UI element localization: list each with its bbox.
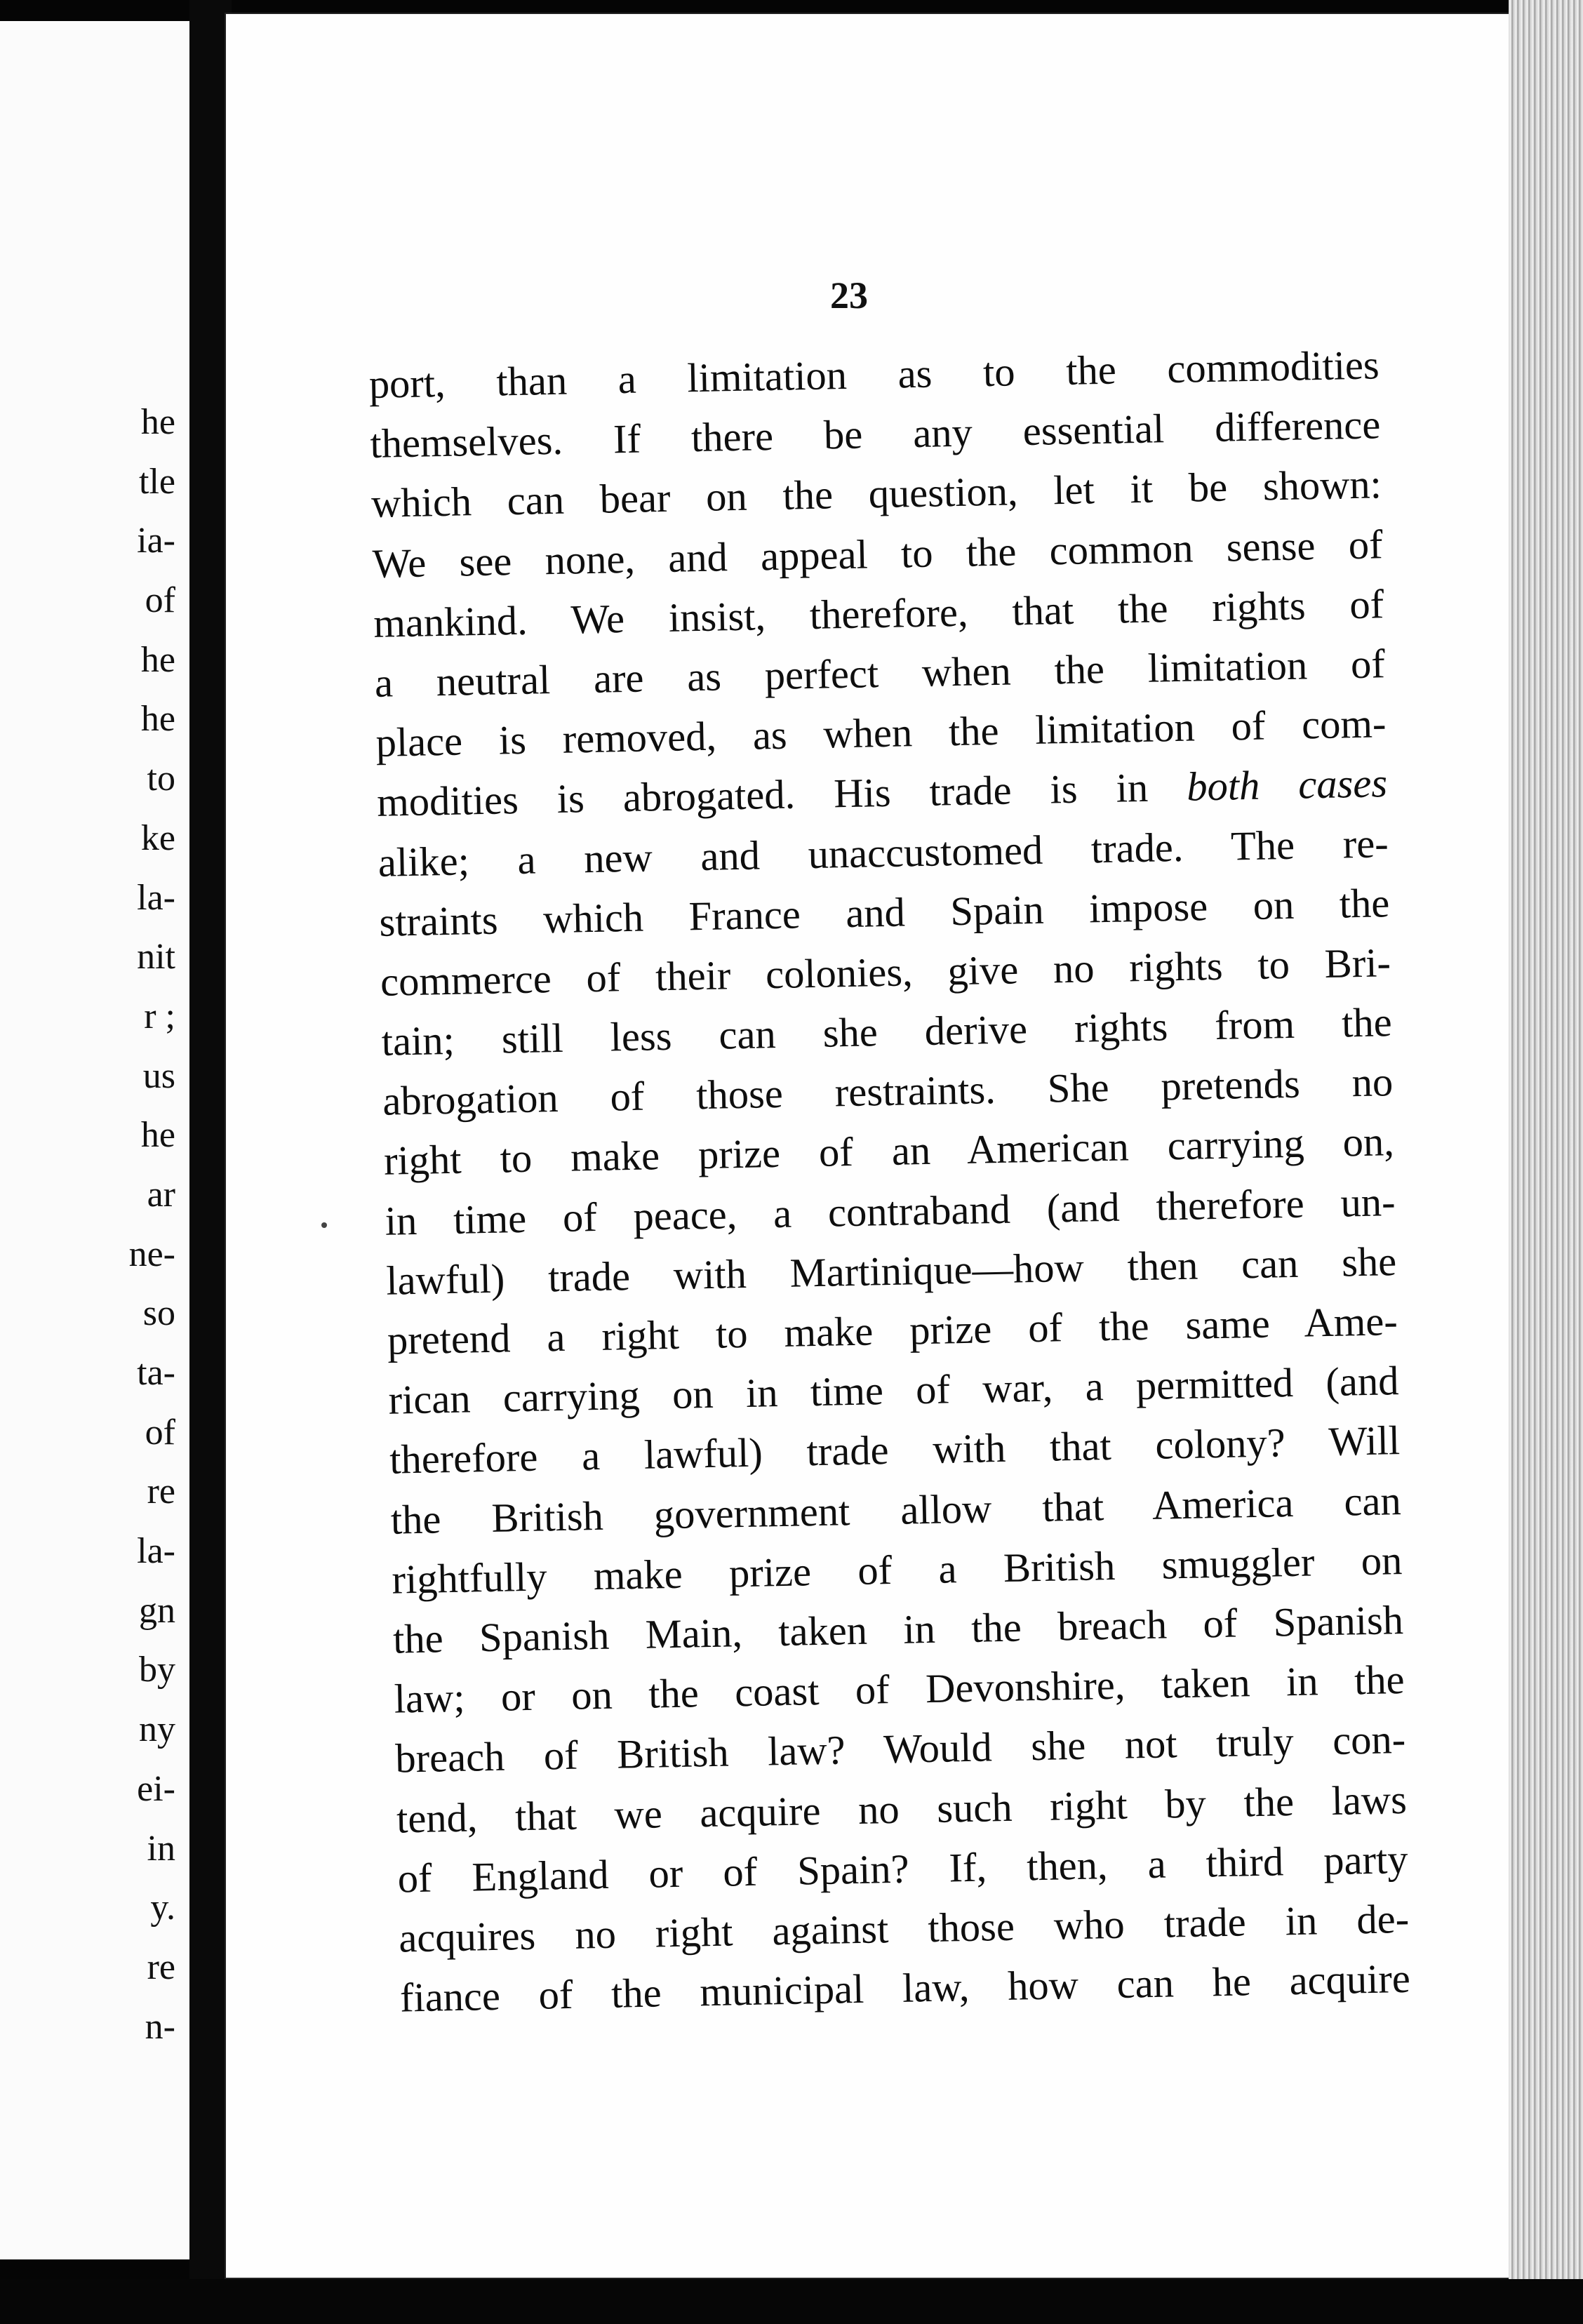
- text-line: a neutral are as perfect when the limitation of: [374, 641, 1386, 706]
- text-line: which can bear on the question, let it be shown:: [370, 461, 1382, 527]
- text-line: rican carrying on in time of war, a permitted (and: [387, 1358, 1399, 1423]
- text-line: therefore a lawful) trade with that colony? Will: [389, 1417, 1401, 1483]
- facing-line: ar: [147, 1174, 175, 1215]
- facing-line: he: [140, 699, 175, 740]
- text-line: the Spanish Main, taken in the breach of Spanish: [392, 1596, 1404, 1662]
- facing-line: ei-: [137, 1768, 175, 1809]
- text-line: themselves. If there be any essential difference: [369, 401, 1381, 467]
- text-segment: modities is abrogated. His trade is in: [376, 764, 1187, 826]
- facing-line: of: [145, 1412, 175, 1452]
- text-line: fiance of the municipal law, how can he acquire: [399, 1955, 1411, 2021]
- facing-line: he: [140, 402, 175, 442]
- facing-line: of: [145, 580, 175, 621]
- facing-line: ta-: [137, 1353, 175, 1393]
- facing-line: gn: [139, 1590, 175, 1631]
- ink-speck: [321, 1222, 327, 1228]
- facing-line: nit: [137, 937, 175, 977]
- text-line: rightfully make prize of a British smuggler on: [391, 1537, 1403, 1603]
- text-line: acquires no right against those who trade in de-: [398, 1895, 1410, 1961]
- text-line: right to make prize of an American carrying on,: [383, 1118, 1395, 1184]
- text-line: abrogation of those restraints. She pretends no: [382, 1059, 1394, 1125]
- facing-page-line-endings: [0, 393, 175, 2057]
- facing-line: in: [147, 1828, 175, 1869]
- facing-line: to: [147, 759, 175, 799]
- text-line: law; or on the coast of Devonshire, taken in the: [394, 1657, 1405, 1722]
- text-line: alike; a new and unaccustomed trade. The re-: [378, 820, 1389, 886]
- text-line: lawful) trade with Martinique—how then can she: [385, 1238, 1397, 1304]
- facing-line: n-: [145, 2006, 175, 2047]
- text-line: the British government allow that America can: [390, 1477, 1402, 1543]
- facing-line: by: [139, 1650, 175, 1690]
- text-line: tain; still less can she derive rights from the: [381, 999, 1393, 1064]
- scan-bottom-border: [0, 2279, 1583, 2324]
- facing-line: y.: [150, 1888, 175, 1928]
- text-line: pretend a right to make prize of the same Ame-: [387, 1298, 1398, 1363]
- facing-line: re: [147, 1946, 175, 1987]
- text-line: port, than a limitation as to the commodities: [368, 342, 1380, 407]
- facing-page-fragment: [0, 21, 189, 2259]
- text-line: place is removed, as when the limitation of com-: [375, 700, 1387, 766]
- text-line: breach of British law? Would she not truly con-: [394, 1716, 1406, 1782]
- facing-line: ny: [139, 1709, 175, 1750]
- facing-line: tle: [139, 461, 175, 502]
- page-body-text: [368, 335, 1411, 2027]
- page-number: 23: [830, 274, 868, 316]
- facing-line: ne-: [128, 1234, 175, 1274]
- facing-line: he: [140, 1115, 175, 1156]
- text-line: of England or of Spain? If, then, a third party: [397, 1836, 1409, 1902]
- facing-line: he: [140, 639, 175, 680]
- facing-line: so: [142, 1293, 175, 1334]
- facing-line: re: [147, 1471, 175, 1512]
- text-line: in time of peace, a contraband (and therefore un-: [385, 1178, 1396, 1244]
- text-line: mankind. We insist, therefore, that the rights of: [373, 581, 1384, 646]
- italic-phrase: both cases: [1186, 760, 1388, 810]
- text-line: commerce of their colonies, give no rights to Bri-: [380, 940, 1391, 1005]
- facing-line: us: [142, 1055, 175, 1096]
- facing-line: la-: [137, 1531, 175, 1572]
- facing-line: ke: [140, 817, 175, 858]
- text-line: straints which France and Spain impose on the: [378, 879, 1390, 945]
- text-line: We see none, and appeal to the common sense of: [372, 521, 1384, 587]
- page-edge-stack: [1509, 0, 1583, 2324]
- facing-line: ia-: [137, 521, 175, 561]
- facing-line: r ;: [144, 996, 175, 1036]
- text-line: tend, that we acquire no such right by the laws: [396, 1776, 1408, 1842]
- facing-line: la-: [137, 877, 175, 918]
